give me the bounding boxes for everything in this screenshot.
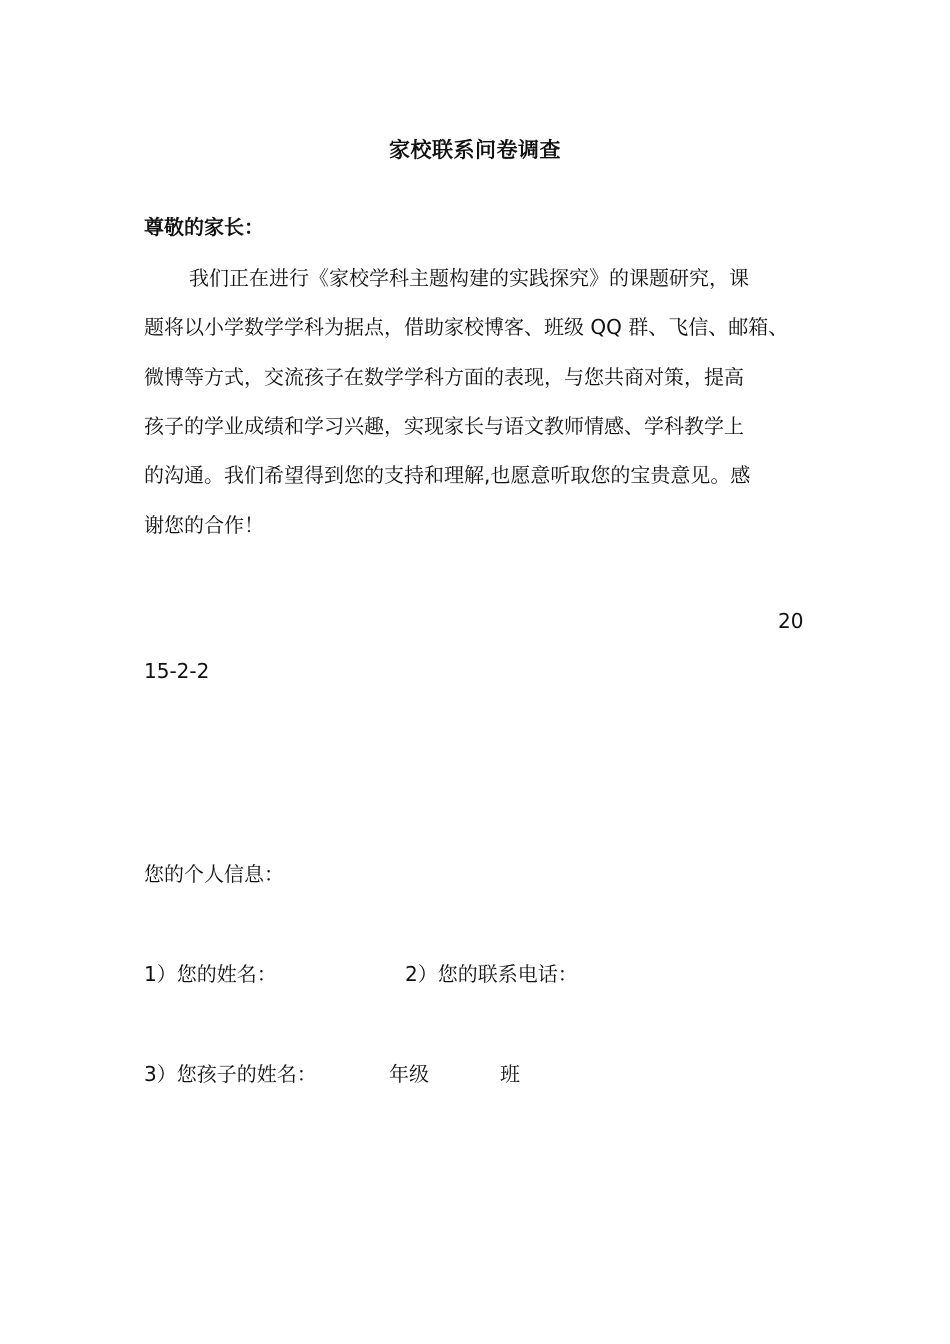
body-line: 的沟通。我们希望得到您的支持和理解,也愿意听取您的宝贵意见。感	[144, 463, 751, 487]
body-line: 孩子的学业成绩和学习兴趣，实现家长与语文教师情感、学科教学上	[144, 414, 744, 438]
body-line: 我们正在进行《家校学科主题构建的实践探究》的课题研究，课	[189, 266, 749, 290]
body-line: 题将以小学数学学科为据点，借助家校博客、班级 QQ 群、飞信、邮箱、	[144, 315, 789, 339]
salutation: 尊敬的家长：	[144, 215, 264, 239]
phone-label: 2）您的联系电话：	[405, 962, 578, 986]
child-name-label: 3）您孩子的姓名：	[144, 1062, 317, 1086]
body-line: 微博等方式，交流孩子在数学学科方面的表现，与您共商对策，提高	[144, 365, 744, 389]
date-fragment-year-start: 20	[778, 609, 804, 633]
parent-name-label: 1）您的姓名：	[144, 962, 277, 986]
grade-label: 年级	[389, 1062, 429, 1086]
body-line: 谢您的合作！	[144, 513, 264, 537]
personal-info-heading: 您的个人信息：	[144, 862, 284, 886]
class-label: 班	[500, 1062, 520, 1086]
date-fragment-rest: 15-2-2	[144, 659, 210, 683]
document-title: 家校联系问卷调查	[389, 138, 561, 162]
